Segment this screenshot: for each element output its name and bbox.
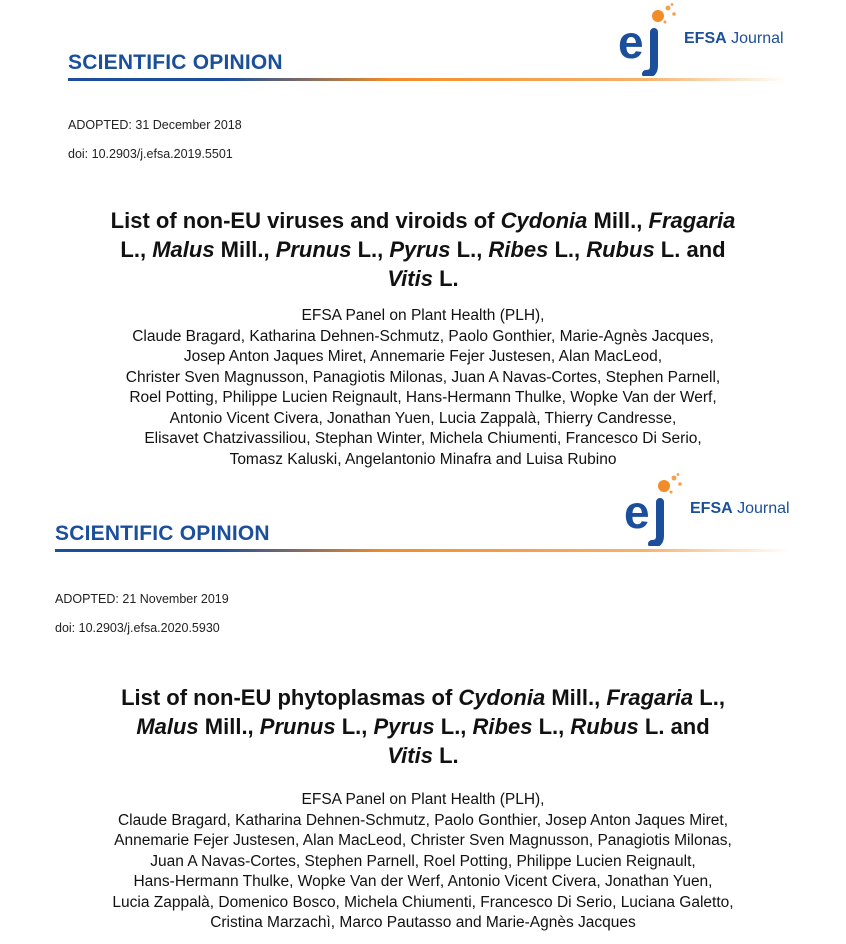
author-line: EFSA Panel on Plant Health (PLH), [301, 307, 545, 324]
author-list [40, 790, 806, 934]
header-rule [68, 78, 788, 81]
author-line: EFSA Panel on Plant Health (PLH), [301, 791, 545, 808]
efsa-journal-logo [624, 472, 790, 546]
adopted-date: ADOPTED: 31 December 2018 [68, 118, 242, 132]
doi: doi: 10.2903/j.efsa.2020.5930 [55, 621, 220, 635]
doi: doi: 10.2903/j.efsa.2019.5501 [68, 147, 233, 161]
author-line: Roel Potting, Philippe Lucien Reignault, Hans-Hermann Thulke, Wopke Van der Werf, [129, 389, 717, 406]
author-line: Elisavet Chatzivassiliou, Stephan Winter, Michela Chiumenti, Francesco Di Serio, [144, 430, 702, 447]
author-line: Claude Bragard, Katharina Dehnen-Schmutz, Paolo Gonthier, Marie-Agnès Jacques, [132, 327, 714, 345]
ej-logo-icon [618, 2, 680, 76]
author-line: Annemarie Fejer Justesen, Alan MacLeod, Christer Sven Magnusson, Panagiotis Milonas, [114, 832, 732, 849]
title-line-3: Vitis L. [387, 743, 459, 768]
title-line-1: List of non-EU phytoplasmas of Cydonia Mill., Fragaria L., [121, 685, 725, 710]
adopted-date: ADOPTED: 21 November 2019 [55, 592, 229, 606]
efsa-journal-logo [618, 2, 784, 76]
logo-text-journal: Journal [731, 30, 784, 47]
logo-wordmark [690, 500, 790, 518]
svg-text:e: e [618, 16, 644, 68]
logo-text-journal: Journal [737, 500, 790, 517]
title-line-2: Malus Mill., Prunus L., Pyrus L., Ribes L., Rubus L. and [136, 714, 710, 739]
title-line-3: Vitis L. [387, 266, 459, 291]
logo-text-efsa: EFSA [684, 30, 727, 47]
author-line: Christer Sven Magnusson, Panagiotis Milonas, Juan A Navas-Cortes, Stephen Parnell, [125, 368, 721, 386]
svg-text:e: e [624, 486, 650, 538]
section-label: SCIENTIFIC OPINION [68, 51, 283, 74]
author-line: Hans-Hermann Thulke, Wopke Van der Werf, Antonio Vicent Civera, Jonathan Yuen, [133, 873, 713, 890]
author-line: Claude Bragard, Katharina Dehnen-Schmutz, Paolo Gonthier, Josep Anton Jaques Miret, [117, 811, 729, 829]
document-title [60, 206, 786, 293]
document-header-2 [0, 470, 846, 944]
author-line: Cristina Marzachì, Marco Pautasso and Marie-Agnès Jacques [210, 914, 636, 931]
document-header-1 [0, 0, 846, 470]
document-title [60, 683, 786, 770]
author-line: Tomasz Kaluski, Angelantonio Minafra and Luisa Rubino [229, 450, 617, 468]
title-line-1: List of non-EU viruses and viroids of Cydonia Mill., Fragaria [110, 208, 736, 233]
title-line-2: L., Malus Mill., Prunus L., Pyrus L., Ribes L., Rubus L. and [120, 237, 726, 262]
logo-wordmark [684, 30, 784, 48]
author-list [40, 306, 806, 470]
section-label: SCIENTIFIC OPINION [55, 522, 270, 545]
logo-text-efsa: EFSA [690, 500, 733, 517]
author-line: Antonio Vicent Civera, Jonathan Yuen, Lucia Zappalà, Thierry Candresse, [169, 409, 677, 427]
header-rule [55, 549, 790, 552]
author-line: Josep Anton Jaques Miret, Annemarie Fejer Justesen, Alan MacLeod, [183, 348, 663, 365]
author-line: Juan A Navas-Cortes, Stephen Parnell, Roel Potting, Philippe Lucien Reignault, [150, 852, 696, 870]
author-line: Lucia Zappalà, Domenico Bosco, Michela Chiumenti, Francesco Di Serio, Luciana Galetto, [112, 893, 734, 911]
ej-logo-icon [624, 472, 686, 546]
